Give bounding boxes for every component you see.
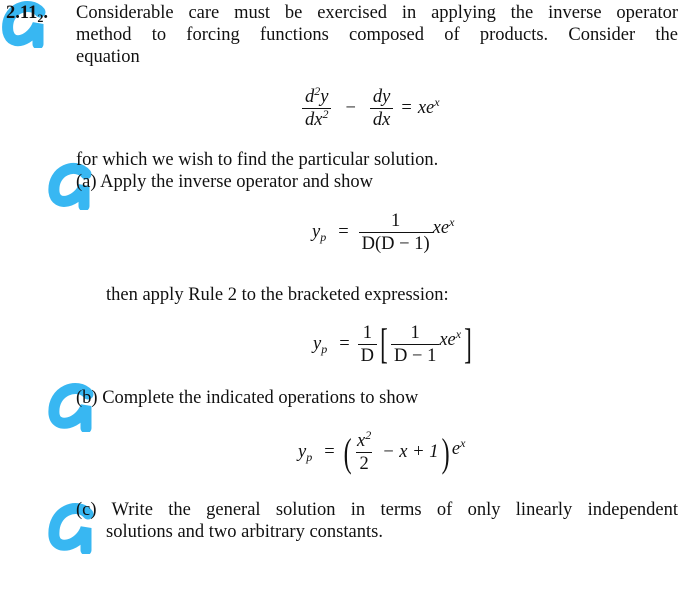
equals-sign: =	[339, 334, 350, 354]
forcing-function: $xe^x$	[432, 215, 455, 238]
inner-operator-fraction: $\frac{1}{D - 1}$	[391, 322, 439, 367]
first-derivative: $\frac{dy}{dx}$	[370, 86, 393, 131]
part-a-label: (a)	[76, 172, 97, 192]
right-bracket: ]	[464, 321, 472, 368]
forcing-function: $xe^x$	[417, 95, 440, 118]
left-paren: (	[343, 429, 352, 475]
part-c-label: (c)	[76, 500, 97, 520]
polynomial-terms: − x + 1	[382, 442, 439, 462]
part-b-text: Complete the indicated operations to show	[102, 388, 419, 408]
problem-text-line-3: equation	[76, 47, 140, 67]
differential-equation	[302, 86, 440, 131]
bracketed-equation	[313, 322, 475, 367]
part-c-line-1: (c) Write the general solution in terms of only linearly independent	[76, 500, 679, 520]
rule-2-text: then apply Rule 2 to the bracketed expression:	[106, 285, 449, 305]
equals-sign: =	[324, 442, 335, 462]
part-c-line-2: solutions and two arbitrary constants.	[106, 522, 383, 542]
inverse-operator-fraction: $\frac{1}{D(D - 1)}$	[359, 210, 433, 255]
particular-solution-text: for which we wish to find the particular solution.	[76, 150, 439, 170]
outer-operator-fraction: $\frac{1}{D}$	[358, 322, 377, 367]
equals-sign: =	[338, 222, 349, 242]
yp-symbol: $y_p$	[298, 442, 313, 464]
left-bracket: [	[380, 321, 388, 368]
exponential-factor: $e^x$	[451, 436, 466, 459]
yp-symbol: $y_p$	[312, 222, 327, 244]
right-paren: )	[441, 429, 450, 475]
part-a	[76, 171, 373, 193]
part-a-text: Apply the inverse operator and show	[100, 172, 373, 192]
problem-text-line-1: Considerable care must be exercised in applying the inverse operator	[76, 3, 678, 23]
inverse-operator-equation	[312, 210, 454, 255]
second-derivative: $\frac{d^2y}{dx^2}$	[302, 86, 331, 131]
particular-solution-equation	[298, 430, 465, 475]
forcing-function: $xe^x$	[439, 327, 462, 350]
problem-number: $2.11_2$.	[6, 3, 48, 25]
problem-text-line-2: method to forcing functions composed of products. Consider the	[76, 25, 678, 45]
part-b	[76, 387, 418, 409]
equals-sign: =	[401, 98, 412, 118]
minus-sign: −	[345, 98, 356, 118]
yp-symbol: $y_p$	[313, 334, 328, 356]
x-squared-half: $\frac{x^2}{2}$	[356, 428, 372, 474]
part-b-label: (b)	[76, 388, 98, 408]
